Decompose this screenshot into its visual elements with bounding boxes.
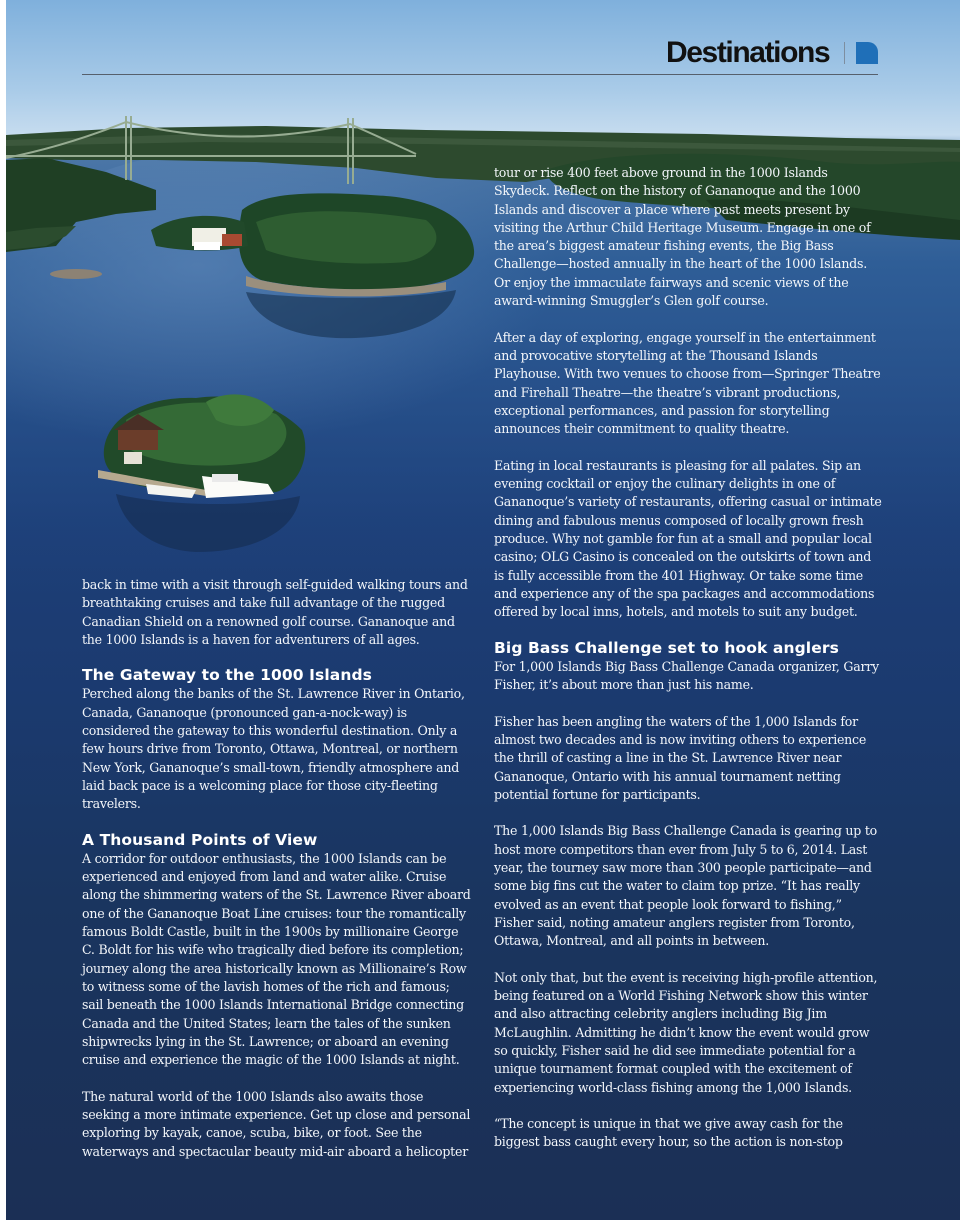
heading-big-bass: Big Bass Challenge set to hook anglers [494,638,839,657]
points-paragraph-1: A corridor for outdoor enthusiasts, the 1000 Islands can be experienced and enjoyed from land and water alike. Cruise along the shimmering waters of the St. Lawrence River aboard one of the Gananoque Boat Line cruises: tour the romantically famous Boldt Castle, built in the 1900s by millionaire George C. Boldt for his wife who tragically died before its completion; journey along the area historically known as Millionaire’s Row to witness some of the lavish homes of the rich and famous; sail beneath the 1000 Islands International Bridge connecting Canada and the United States; learn the tales of the sunken shipwrecks lying in the St. Lawrence; or aboard an evening cruise and experience the magic of the 1000 Islands at night. [82,850,471,1068]
heading-points-of-view: A Thousand Points of View [82,830,318,849]
section-brand-title: Destinations [666,36,830,69]
brand-separator [844,42,845,64]
bass-paragraph-1: For 1,000 Islands Big Bass Challenge Canada organizer, Garry Fisher, it’s about more than just his name. [494,658,879,693]
header-rule [82,74,878,75]
heading-gateway: The Gateway to the 1000 Islands [82,666,372,685]
left-column [82,576,474,1161]
brand-logo-icon [856,42,878,64]
gateway-paragraph: Perched along the banks of the St. Lawrence River in Ontario, Canada, Gananoque (pronounced gan-a-nock-way) is considered the gateway to this wonderful destination. Only a few hours drive from Toronto, Ottawa, Montreal, or northern New York, Gananoque’s small-town, friendly atmosphere and laid back pace is a welcoming place for those city-fleeting travelers. [82,686,465,812]
skydeck-paragraph: tour or rise 400 feet above ground in the 1000 Islands Skydeck. Reflect on the history of Gananoque and the 1000 Islands and discover a place where past meets present by visiting the Arthur Child Heritage Museum. Engage in one of the area’s biggest amateur fishing events, the Big Bass Challenge—hosted annually in the heart of the 1000 Islands. Or enjoy the immaculate fairways and scenic views of the award-winning Smuggler’s Glen golf course. [494,165,871,309]
right-column [494,164,884,1152]
bass-paragraph-4: Not only that, but the event is receiving high-profile attention, being featured on a World Fishing Network show this winter and also attracting celebrity anglers including Big Jim McLaughlin. Admitting he didn’t know the event would grow so quickly, Fisher said he did see immediate potential for a unique tournament format coupled with the excitement of experiencing world-class fishing among the 1,000 Islands. [494,969,878,1095]
bass-paragraph-2: Fisher has been angling the waters of the 1,000 Islands for almost two decades and is now inviting others to experience the thrill of casting a line in the St. Lawrence River near Gananoque, Ontario with his annual tournament netting potential fortune for participants. [494,713,867,802]
playhouse-paragraph: After a day of exploring, engage yourself in the entertainment and provocative storytelling at the Thousand Islands Playhouse. With two venues to choose from—Springer Theatre and Firehall Theatre—the theatre’s vibrant productions, exceptional performances, and passion for storytelling announces their commitment to quality theatre. [494,329,881,437]
magazine-page [6,0,960,1220]
bass-paragraph-3: The 1,000 Islands Big Bass Challenge Canada is gearing up to host more competitors than ever from July 5 to 6, 2014. Last year, the tourney saw more than 300 people participate—and some big fins cut the water to claim top prize. “It has really evolved as an event that people look forward to fishing,” Fisher said, noting amateur anglers register from Toronto, Ottawa, Montreal, and all points in between. [494,823,877,949]
restaurants-paragraph: Eating in local restaurants is pleasing for all palates. Sip an evening cocktail or enjoy the culinary delights in one of Gananoque’s variety of restaurants, offering casual or intimate dining and fabulous menus composed of locally grown fresh produce. Why not gamble for fun at a small and popular local casino; OLG Casino is concealed on the outskirts of town and is fully accessible from the 401 Highway. Or take some time and experience any of the spa packages and accommodations offered by local inns, hotels, and motels to suit any budget. [494,457,882,620]
bass-paragraph-5: “The concept is unique in that we give away cash for the biggest bass caught every hour, so the action is non-stop [494,1116,843,1150]
points-paragraph-2: The natural world of the 1000 Islands also awaits those seeking a more intimate experience. Get up close and personal exploring by kayak, canoe, scuba, bike, or foot. See the waterways and spectacular beauty mid-air aboard a helicopter [82,1088,471,1159]
intro-paragraph: back in time with a visit through self-guided walking tours and breathtaking cruises and take full advantage of the rugged Canadian Shield on a renowned golf course. Gananoque and the 1000 Islands is a haven for adventurers of all ages. [82,577,468,647]
